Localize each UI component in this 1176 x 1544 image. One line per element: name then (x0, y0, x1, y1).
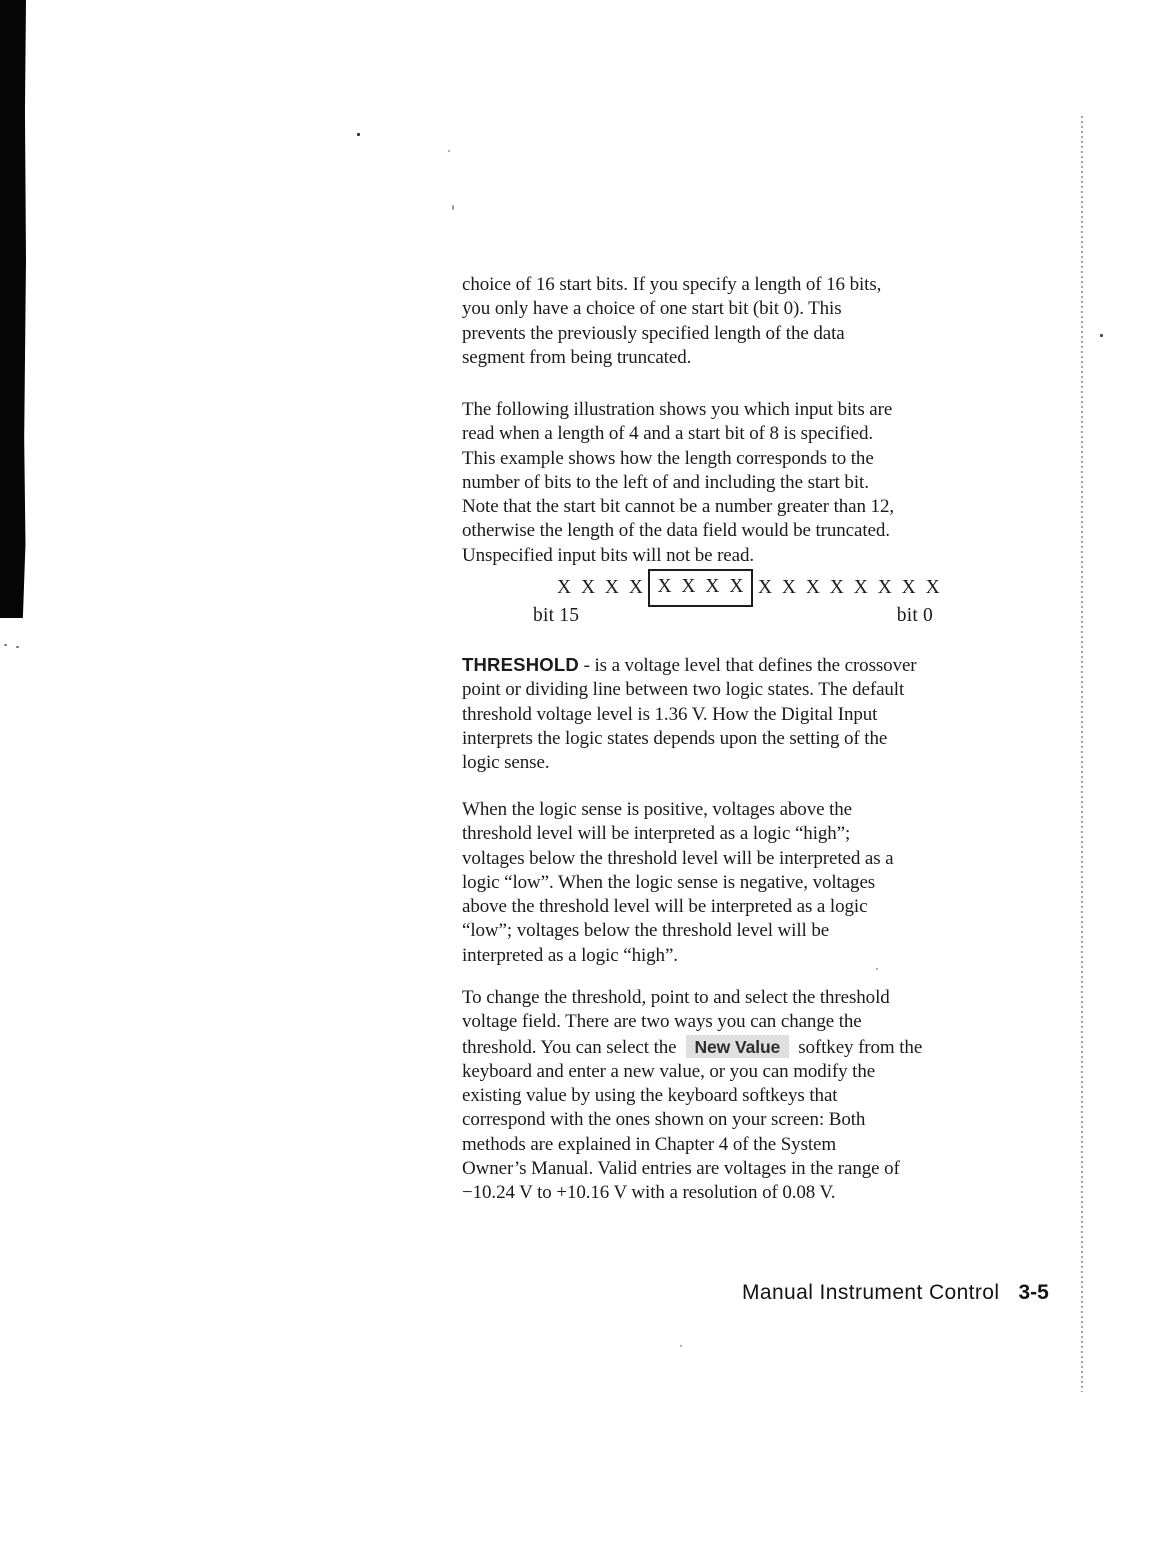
scan-dotted-line (1081, 116, 1083, 1392)
new-value-softkey-label: New Value (686, 1035, 790, 1058)
paragraph-illustration-intro (462, 398, 1062, 568)
text-line: logic “low”. When the logic sense is negative, voltages (462, 871, 876, 893)
text-line: threshold voltage level is 1.36 V. How the Digital Input (462, 703, 878, 725)
text-line: methods are explained in Chapter 4 of the System (462, 1133, 837, 1155)
bit-group-left: X X X X (557, 577, 644, 598)
paragraph-threshold-rest (462, 678, 1062, 775)
text-line: interprets the logic states depends upon the setting of the (462, 727, 888, 749)
scan-speck (357, 133, 360, 136)
bit-group-right: X X X X X X X X (757, 577, 941, 598)
scan-speck (452, 205, 454, 210)
text-line: choice of 16 start bits. If you specify a length of 16 bits, (462, 274, 882, 295)
text-line (462, 653, 1062, 678)
text-line: you only have a choice of one start bit (bit 0). This (462, 298, 842, 320)
text-line: interpreted as a logic “high”. (462, 944, 678, 966)
text-line: prevents the previously specified length of the data (462, 322, 845, 344)
paragraph-change-top (462, 986, 1062, 1035)
footer-section-title: Manual Instrument Control (742, 1281, 1000, 1304)
bit-0-label: bit 0 (896, 605, 933, 626)
scan-speck (1100, 334, 1103, 337)
scan-gutter-bar (0, 0, 26, 618)
page-footer (742, 1281, 1049, 1305)
softkey-line-suffix: softkey from the (798, 1036, 923, 1058)
softkey-line-prefix: threshold. You can select the (462, 1036, 677, 1058)
text-line: number of bits to the left of and including the start bit. (462, 471, 869, 493)
text-line: voltage field. There are two ways you can change the (462, 1011, 862, 1033)
bit-15-label: bit 15 (533, 605, 580, 626)
scan-speck (448, 150, 450, 152)
text-line: This example shows how the length corresponds to the (462, 447, 874, 469)
bit-diagram-labels (533, 605, 933, 627)
threshold-lead-rest: - is a voltage level that defines the crossover (578, 655, 917, 676)
text-line: above the threshold level will be interpreted as a logic (462, 896, 868, 918)
text-line: To change the threshold, point to and select the threshold (462, 987, 890, 1008)
threshold-term: THRESHOLD (462, 654, 579, 675)
text-line: existing value by using the keyboard softkeys that (462, 1085, 838, 1107)
text-line: When the logic sense is positive, voltages above the (462, 799, 853, 820)
text-line-softkey (462, 1035, 1062, 1060)
text-line: “low”; voltages below the threshold level will be (462, 920, 830, 942)
text-line: keyboard and enter a new value, or you can modify the (462, 1060, 876, 1082)
text-line: otherwise the length of the data field would be truncated. (462, 520, 890, 542)
bit-diagram (533, 568, 941, 627)
scan-speck (4, 644, 7, 646)
bit-group-boxed: X X X X (648, 569, 752, 607)
paragraph-threshold (462, 653, 1062, 775)
text-line: voltages below the threshold level will be interpreted as a (462, 847, 894, 869)
text-line: The following illustration shows you which input bits are (462, 399, 893, 420)
text-line: point or dividing line between two logic states. The default (462, 679, 905, 701)
text-line: threshold level will be interpreted as a logic “high”; (462, 823, 851, 845)
text-line: Note that the start bit cannot be a number greater than 12, (462, 496, 895, 518)
paragraph-change-threshold (462, 986, 1062, 1206)
scan-speck (876, 968, 878, 970)
text-line: Owner’s Manual. Valid entries are voltages in the range of (462, 1158, 900, 1180)
scan-speck (680, 1345, 682, 1347)
footer-page-number: 3-5 (1018, 1281, 1049, 1304)
text-line: Unspecified input bits will not be read. (462, 544, 755, 566)
bit-diagram-row (533, 568, 941, 608)
text-line: correspond with the ones shown on your screen: Both (462, 1109, 866, 1131)
paragraph-logic-sense (462, 798, 1062, 968)
scan-speck (16, 646, 19, 648)
paragraph-change-bottom (462, 1060, 1062, 1206)
text-line: −10.24 V to +10.16 V with a resolution of 0.08 V. (462, 1182, 836, 1204)
text-line: segment from being truncated. (462, 346, 692, 368)
text-line: read when a length of 4 and a start bit of 8 is specified. (462, 423, 874, 445)
text-line: logic sense. (462, 752, 550, 774)
paragraph-start-bits (462, 273, 1062, 370)
